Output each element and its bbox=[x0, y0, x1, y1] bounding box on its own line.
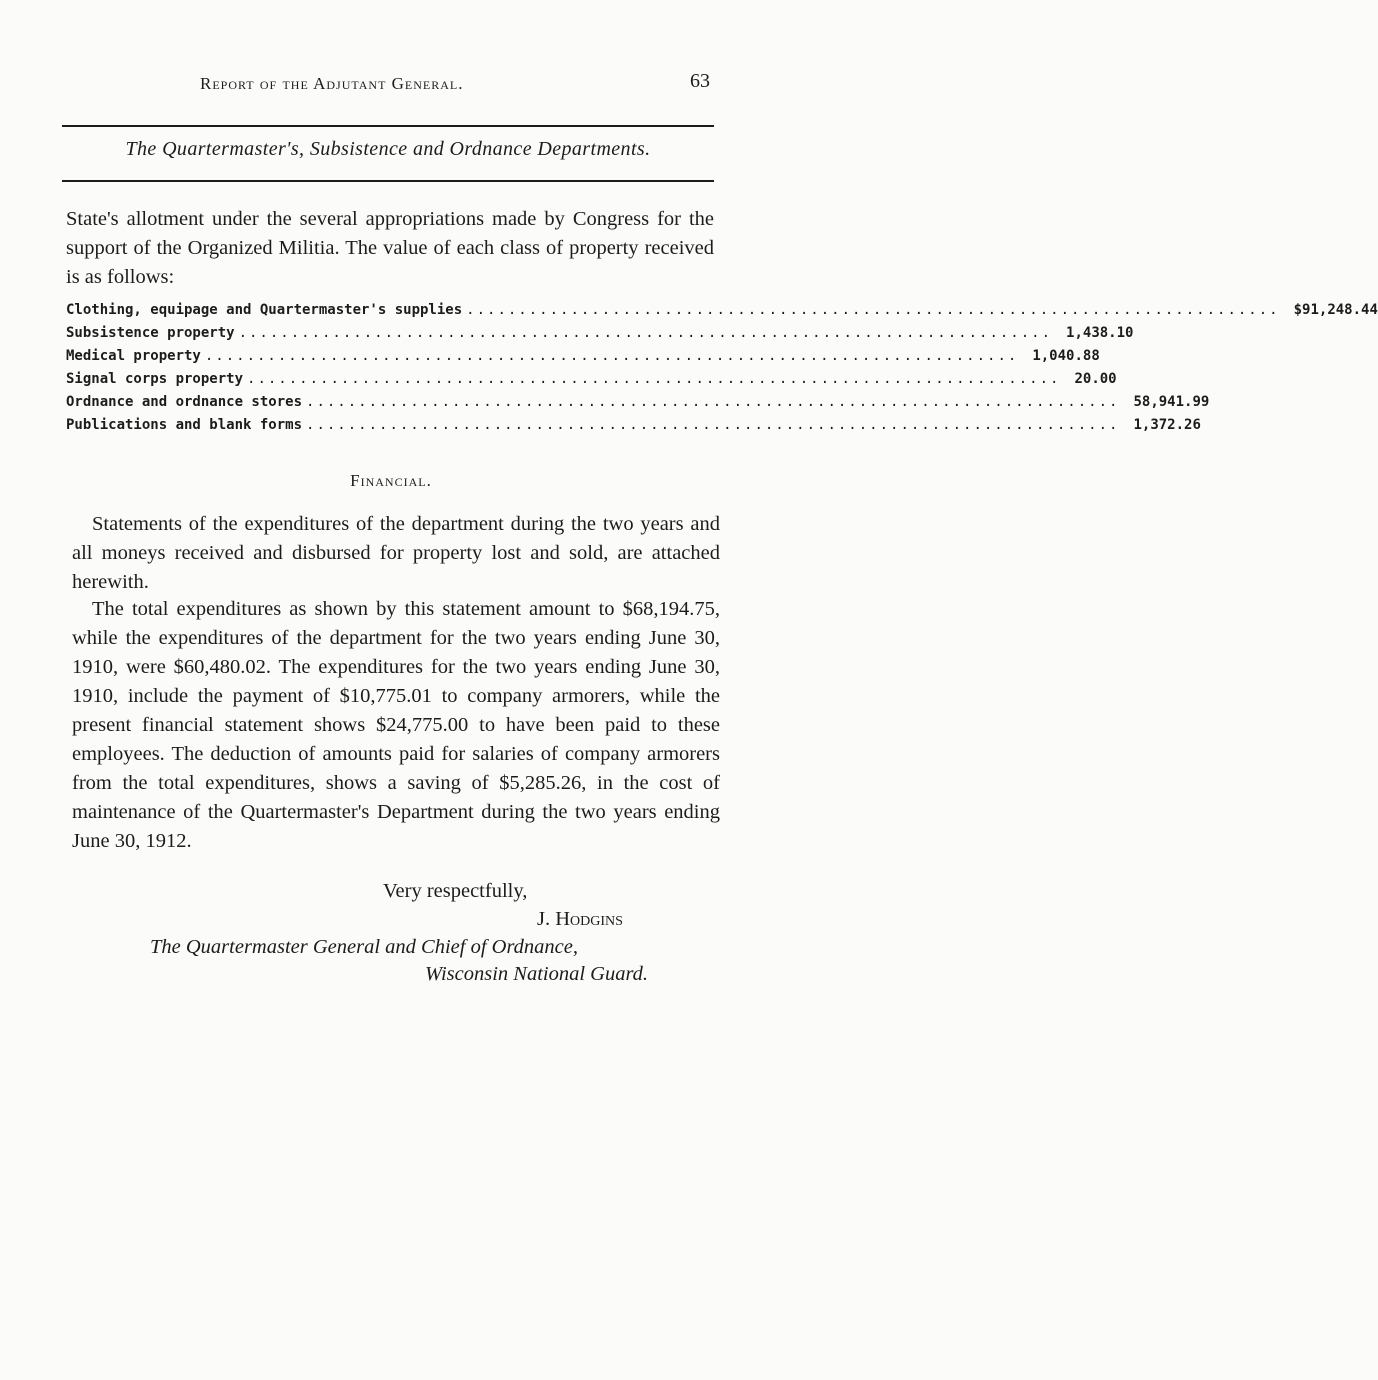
financial-paragraph-1: Statements of the expenditures of the department during the two years and all moneys received and disbursed for property lost and sold, are attached herewith. bbox=[72, 513, 720, 593]
property-label: Signal corps property bbox=[66, 371, 244, 387]
property-value: 1,372.26 bbox=[1133, 417, 1201, 433]
property-value: 20.00 bbox=[1074, 371, 1117, 387]
property-value: $91,248.44 bbox=[1293, 302, 1378, 318]
closing-salutation: Very respectfully, bbox=[383, 880, 528, 902]
dot-leader: .............................................................................. bbox=[306, 394, 1120, 410]
bottom-divider bbox=[62, 180, 714, 182]
signer-title-line-2: Wisconsin National Guard. bbox=[425, 963, 649, 985]
table-row bbox=[66, 417, 1201, 440]
intro-paragraph: State's allotment under the several appropriations made by Congress for the support of the Organized Militia. The value of each class of property received is as follows: bbox=[66, 208, 714, 288]
table-row bbox=[66, 325, 1134, 348]
property-label: Ordnance and ordnance stores bbox=[66, 394, 303, 410]
property-label: Publications and blank forms bbox=[66, 417, 303, 433]
signer-name: J. Hodgins bbox=[537, 908, 623, 930]
table-row bbox=[66, 371, 1117, 394]
dot-leader: .............................................................................. bbox=[204, 348, 1019, 364]
property-label: Clothing, equipage and Quartermaster's supplies bbox=[66, 302, 463, 318]
property-label: Medical property bbox=[66, 348, 201, 364]
dot-leader: .............................................................................. bbox=[238, 325, 1053, 341]
property-label: Subsistence property bbox=[66, 325, 235, 341]
dot-leader: .............................................................................. bbox=[466, 302, 1280, 318]
financial-heading: Financial. bbox=[350, 471, 432, 490]
table-row bbox=[66, 302, 1378, 325]
running-title: Report of the Adjutant General. bbox=[200, 74, 464, 93]
property-table bbox=[66, 302, 1378, 440]
top-divider bbox=[62, 125, 714, 127]
property-value: 1,438.10 bbox=[1066, 325, 1134, 341]
financial-paragraph-2: The total expenditures as shown by this statement amount to $68,194.75, while the expenditures of the department for the two years ending June 30, 1910, were $60,480.02. The expenditures for the two years ending June 30, 1910, include the payment of $10,775.01 to company armorers, while the present financial statement shows $24,775.00 to have been paid to these employees. The deduction of amounts paid for salaries of company armorers from the total expenditures, shows a saving of $5,285.26, in the cost of maintenance of the Quartermaster's Department during the two years ending June 30, 1912. bbox=[72, 598, 720, 852]
section-title: The Quartermaster's, Subsistence and Ordnance Departments. bbox=[125, 138, 651, 160]
table-row bbox=[66, 394, 1210, 417]
property-value: 1,040.88 bbox=[1032, 348, 1100, 364]
signer-title-line-1: The Quartermaster General and Chief of Ordnance, bbox=[150, 936, 578, 958]
page-header bbox=[62, 70, 714, 98]
dot-leader: .............................................................................. bbox=[306, 417, 1120, 433]
page-number: 63 bbox=[690, 70, 710, 92]
dot-leader: .............................................................................. bbox=[247, 371, 1061, 387]
table-row bbox=[66, 348, 1100, 371]
property-value: 58,941.99 bbox=[1133, 394, 1210, 410]
